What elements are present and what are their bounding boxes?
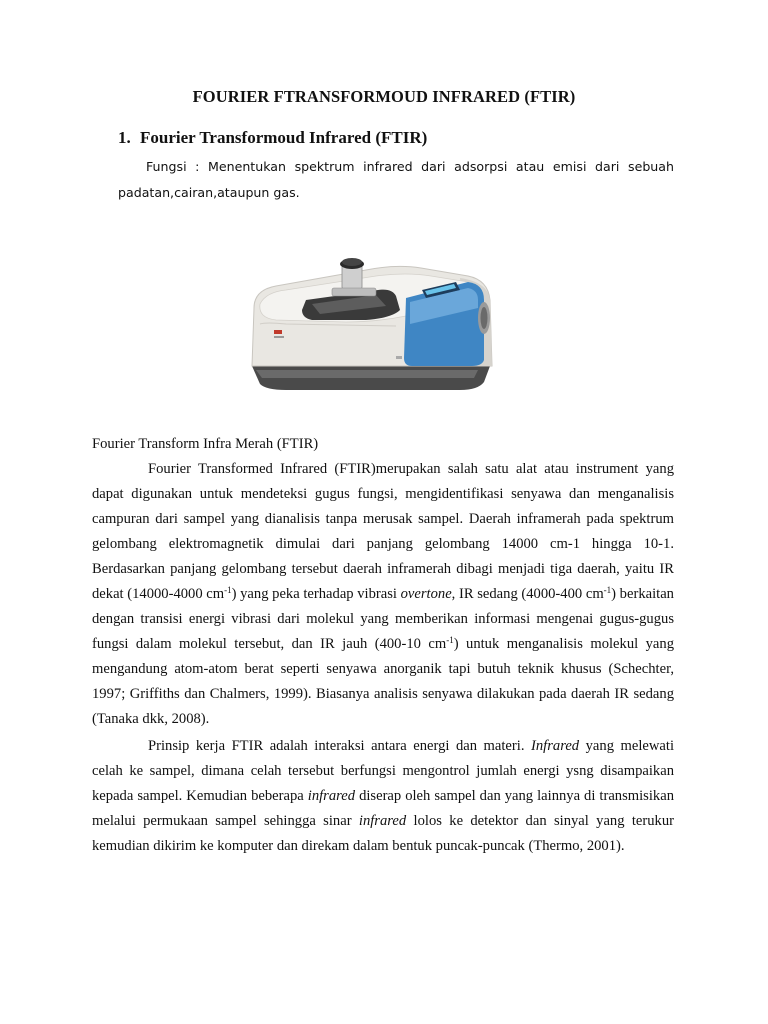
section-heading-text: Fourier Transformoud Infrared (FTIR): [140, 128, 428, 147]
ftir-spectrometer-illustration: [246, 238, 498, 398]
p1-text-a: Fourier Transformed Infrared (FTIR)merupakan salah satu alat atau instrument yang dapat digunakan untuk mendeteksi gugus fungsi, mengidentifikasi senyawa dan menganalisis campuran dari sampel yang dianalisis tanpa merusak sampel. Daerah inframerah pada spektrum gelombang elektromagnetik dimulai dari panjang gelombang 14000 cm-1 hingga 10-1. Berdasarkan panjang gelombang tersebut daerah inframerah dibagi menjadi tiga daerah, yaitu IR dekat (14000-4000 cm: [92, 461, 674, 602]
fungsi-text: Fungsi : Menentukan spektrum infrared dari adsorpsi atau emisi dari sebuah padatan,cairan,ataupun gas.: [118, 159, 674, 200]
fungsi-paragraph: [118, 154, 674, 206]
p1-text-b: ) yang peka terhadap vibrasi: [231, 586, 401, 602]
ftir-description-paragraph: [92, 457, 674, 732]
document-title: FOURIER FTRANSFORMOUD INFRARED (FTIR): [192, 87, 576, 106]
section-heading: [118, 128, 427, 148]
ftir-subheading: Fourier Transform Infra Merah (FTIR): [92, 436, 319, 452]
p1-text-c: , IR sedang (4000-400 cm: [451, 586, 604, 602]
section-number: 1.: [118, 128, 131, 147]
p2-text-a: Prinsip kerja FTIR adalah interaksi antara energi dan materi.: [148, 738, 531, 754]
p2-text-d: lolos ke detektor dan sinyal yang terukur kemudian dikirim ke komputer dan direkam dalam bentuk puncak-puncak (Thermo, 2001).: [92, 813, 675, 854]
prinsip-kerja-paragraph: [92, 734, 674, 859]
p2-text-b: yang melewati celah ke sampel, dimana celah tersebut berfungsi mengontrol jumlah energi ysng disampaikan kepada sampel. Kemudian beberapa: [92, 738, 675, 804]
p1-superscript-3: -1: [446, 635, 454, 645]
p1-text-e: ) untuk menganalisis molekul yang mengandung atom-atom berat seperti senyawa anorganik tapi butuh teknik khusus (Schechter, 1997; Griffiths dan Chalmers, 1999). Biasanya analisis senyawa dilakukan pada daerah IR sedang (Tanaka dkk, 2008).: [92, 636, 675, 727]
p1-superscript-1: -1: [224, 585, 232, 595]
p2-italic-3: infrared: [358, 813, 407, 829]
p2-italic-2: infrared: [307, 788, 356, 804]
p1-text-d: ) berkaitan dengan transisi energi vibrasi dari molekul yang memberikan informasi mengenai gugus-gugus fungsi dalam molekul tersebut, dan IR jauh (400-10 cm: [92, 586, 674, 652]
p2-text-c: diserap oleh sampel dan yang lainnya di transmisikan melalui permukaan sampel sehingga sinar: [92, 788, 674, 829]
p2-italic-1: Infrared: [531, 738, 580, 754]
p1-superscript-2: -1: [603, 585, 612, 595]
p1-italic-overtone: overtone: [400, 586, 452, 602]
